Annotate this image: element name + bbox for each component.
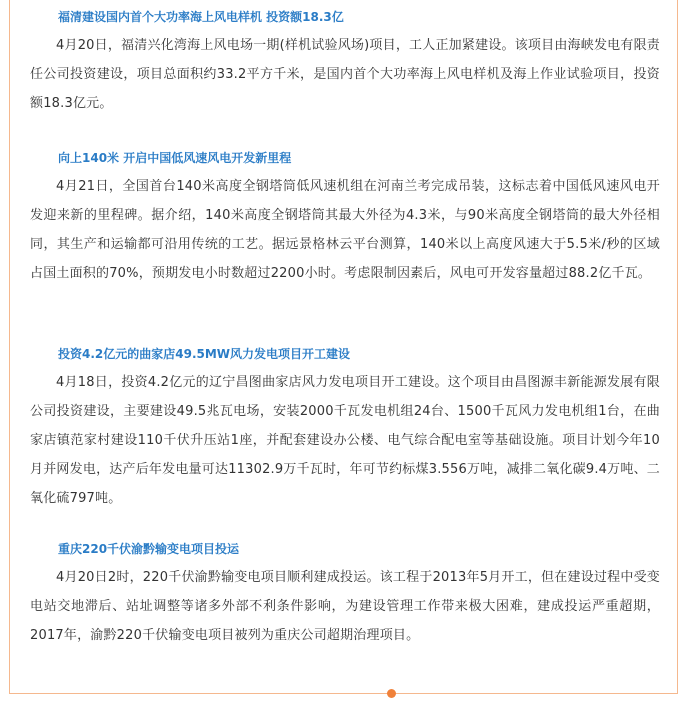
- news-headline: 投资4.2亿元的曲家店49.5MW风力发电项目开工建设: [58, 347, 351, 361]
- news-body: 4月21日，全国首台140米高度全钢塔筒低风速机组在河南兰考完成吊装，这标志着中国低风速风电开发迎来新的里程碑。据介绍，140米高度全钢塔筒其最大外径为4.3米，与90米高度全钢塔筒的最大外径相同，其生产和运输都可沿用传统的工艺。据远景格林云平台测算，140米以上高度风速大于5.5米/秒的区域占国土面积的70%，预期发电小时数超过2200小时。考虑限制因素后，风电可开发容量超过88.2亿千瓦。: [30, 179, 660, 281]
- news-item: [30, 346, 660, 513]
- news-body: 4月20日，福清兴化湾海上风电场一期(样机试验风场)项目，工人正加紧建设。该项目由海峡发电有限责任公司投资建设，项目总面积约33.2平方千米，是国内首个大功率海上风电样机及海上作业试验项目，投资额18.3亿元。: [30, 38, 660, 111]
- news-item: [30, 541, 660, 650]
- news-body: 4月20日2时，220千伏渝黔输变电项目顺利建成投运。该工程于2013年5月开工，但在建设过程中受变电站交地滞后、站址调整等诸多外部不利条件影响，为建设管理工作带来极大困难，建成投运严重超期，2017年，渝黔220千伏输变电项目被列为重庆公司超期治理项目。: [30, 570, 660, 643]
- news-item: [30, 9, 660, 118]
- news-headline: 重庆220千伏渝黔输变电项目投运: [58, 542, 240, 556]
- news-headline: 向上140米 开启中国低风速风电开发新里程: [58, 151, 292, 165]
- frame-dot-ornament: [387, 689, 396, 698]
- news-body: 4月18日，投资4.2亿元的辽宁昌图曲家店风力发电项目开工建设。这个项目由昌图源丰新能源发展有限公司投资建设，主要建设49.5兆瓦电场，安装2000千瓦发电机组24台、1500千瓦风力发电机组1台，在曲家店镇范家村建设110千伏升压站1座，并配套建设办公楼、电气综合配电室等基础设施。项目计划今年10月并网发电，达产后年发电量可达11302.9万千瓦时，年可节约标煤3.556万吨，减排二氧化碳9.4万吨、二氧化硫797吨。: [30, 375, 660, 506]
- news-item: [30, 150, 660, 288]
- news-headline: 福清建设国内首个大功率海上风电样机 投资额18.3亿: [58, 10, 344, 24]
